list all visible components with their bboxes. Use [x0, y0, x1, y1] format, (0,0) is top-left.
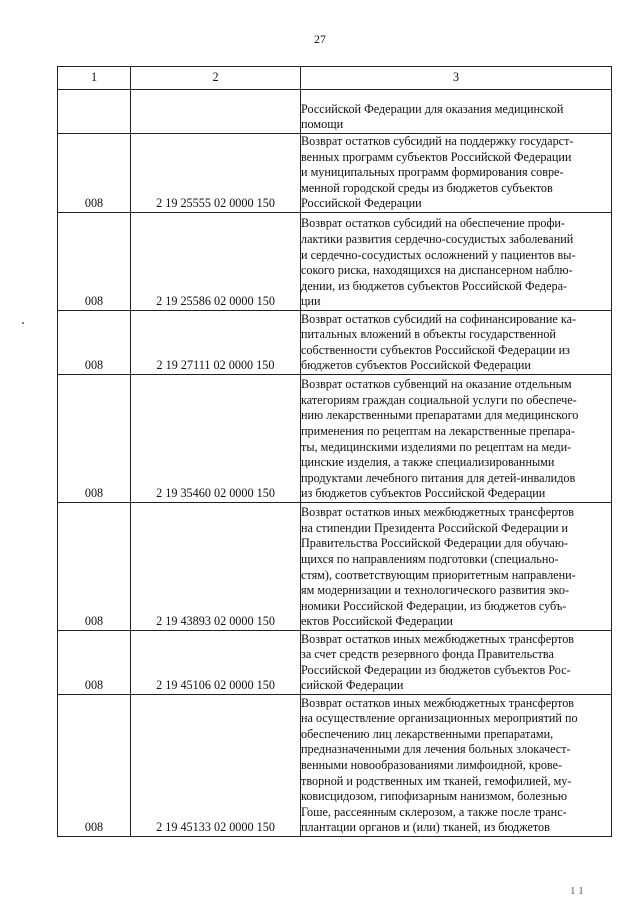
budget-code-cell: 2 19 43893 02 0000 150 [131, 502, 301, 630]
description-cell [301, 310, 612, 374]
description-line: нию лекарственными препаратами для медицинского [301, 408, 579, 423]
description-line: стям), соответствующим приоритетным направлени- [301, 567, 576, 582]
description-line: категориям граждан социальной услуги по обеспече- [301, 392, 577, 407]
table-row [58, 502, 612, 630]
description-line: Возврат остатков иных межбюджетных трансфертов [301, 631, 575, 646]
description-line: предназначенными для лечения больных злокачест- [301, 742, 571, 757]
description-line: Возврат остатков субсидий на поддержку государст- [301, 134, 574, 148]
budget-code-cell: 2 19 25555 02 0000 150 [131, 134, 301, 213]
column-header-3: 3 [301, 67, 612, 90]
description-cell [301, 90, 612, 134]
description-line: плантации органов и (или) тканей, из бюджетов [301, 820, 550, 835]
admin-code-cell: 008 [58, 630, 131, 694]
corner-mark: 1 1 [570, 885, 584, 897]
admin-code-cell: 008 [58, 502, 131, 630]
table-row [58, 630, 612, 694]
description-line: бюджетов субъектов Российской Федерации [301, 358, 531, 373]
column-header-1: 1 [58, 67, 131, 90]
description-line: собственности субъектов Российской Федерации из [301, 342, 570, 357]
budget-code-cell: 2 19 45106 02 0000 150 [131, 630, 301, 694]
description-line: ковисцидозом, гипофизарным нанизмом, болезнью [301, 789, 567, 804]
description-line: сийской Федерации [301, 678, 404, 693]
table-row [58, 310, 612, 374]
description-line: Возврат остатков субсидий на обеспечение профи- [301, 216, 565, 231]
budget-code-cell [131, 90, 301, 134]
description-line: Правительства Российской Федерации для обучаю- [301, 536, 569, 551]
budget-code-cell: 2 19 45133 02 0000 150 [131, 694, 301, 836]
description-line: ции [301, 294, 321, 309]
description-line: применения по рецептам на лекарственные препара- [301, 424, 575, 438]
description-line: Возврат остатков субвенций на оказание отдельным [301, 377, 572, 392]
admin-code-cell: 008 [58, 310, 131, 374]
description-line: Возврат остатков иных межбюджетных трансфертов [301, 695, 575, 710]
table-row [58, 694, 612, 836]
description-line: Российской Федерации для оказания медицинской [301, 101, 564, 116]
description-line: менной городской среды из бюджетов субъектов [301, 180, 553, 195]
description-line: и муниципальных программ формирования совре- [301, 165, 564, 180]
description-line: за счет средств резервного фонда Правительства [301, 647, 554, 662]
budget-code-cell: 2 19 35460 02 0000 150 [131, 374, 301, 502]
budget-code-cell: 2 19 27111 02 0000 150 [131, 310, 301, 374]
description-line: питальных вложений в объекты государственной [301, 327, 556, 342]
description-cell [301, 374, 612, 502]
description-line: щихся по направлениям подготовки (специально- [301, 552, 559, 566]
description-line: из бюджетов субъектов Российской Федерации [301, 486, 546, 501]
description-line: венных программ субъектов Российской Федерации [301, 149, 572, 164]
table-row [58, 90, 612, 134]
column-number-row [58, 67, 612, 90]
table-row [58, 212, 612, 310]
admin-code-cell: 008 [58, 212, 131, 310]
description-line: сокого риска, находящихся на диспансерном наблю- [301, 263, 573, 278]
description-line: ектов Российской Федерации [301, 614, 453, 629]
description-line: Возврат остатков субсидий на софинансирование ка- [301, 311, 577, 326]
description-line: Российской Федерации из бюджетов субъектов Рос- [301, 662, 571, 677]
scan-speck [22, 322, 24, 324]
page-number: 27 [314, 32, 326, 46]
description-cell [301, 502, 612, 630]
description-line: номики Российской Федерации, из бюджетов субъ- [301, 598, 567, 613]
description-cell [301, 630, 612, 694]
description-line: на осуществление организационных мероприятий по [301, 711, 578, 726]
budget-code-table [57, 66, 612, 837]
description-line: венными новообразованиями лимфоидной, крове- [301, 758, 563, 772]
admin-code-cell [58, 90, 131, 134]
table-row [58, 374, 612, 502]
description-line: Российской Федерации [301, 196, 422, 211]
description-line: продуктами лечебного питания для детей-инвалидов [301, 470, 576, 485]
table-body [58, 90, 612, 837]
description-line: Гоше, рассеянным склерозом, а также после транс- [301, 804, 567, 819]
description-line: цинские изделия, а также специализированными [301, 455, 555, 470]
budget-code-cell: 2 19 25586 02 0000 150 [131, 212, 301, 310]
description-line: Возврат остатков иных межбюджетных трансфертов [301, 505, 575, 520]
description-line: творной и родственных им тканей, гемофилией, му- [301, 773, 572, 788]
description-line: помощи [301, 117, 344, 132]
admin-code-cell: 008 [58, 694, 131, 836]
table-row [58, 134, 612, 213]
description-line: обеспечению лиц лекарственными препаратами, [301, 726, 554, 741]
description-line: лактики развития сердечно-сосудистых заболеваний [301, 232, 574, 246]
description-line: ям модернизации и технологического развития эко- [301, 583, 570, 598]
description-line: на стипендии Президента Российской Федерации и [301, 520, 569, 535]
description-line: и сердечно-сосудистых осложнений у пациентов вы- [301, 247, 576, 262]
description-cell [301, 134, 612, 213]
description-line: дении, из бюджетов субъектов Российской Федера- [301, 278, 568, 293]
description-cell [301, 212, 612, 310]
admin-code-cell: 008 [58, 374, 131, 502]
description-line: ты, медицинскими изделиями по рецептам на меди- [301, 439, 572, 454]
description-cell [301, 694, 612, 836]
admin-code-cell: 008 [58, 134, 131, 213]
column-header-2: 2 [131, 67, 301, 90]
